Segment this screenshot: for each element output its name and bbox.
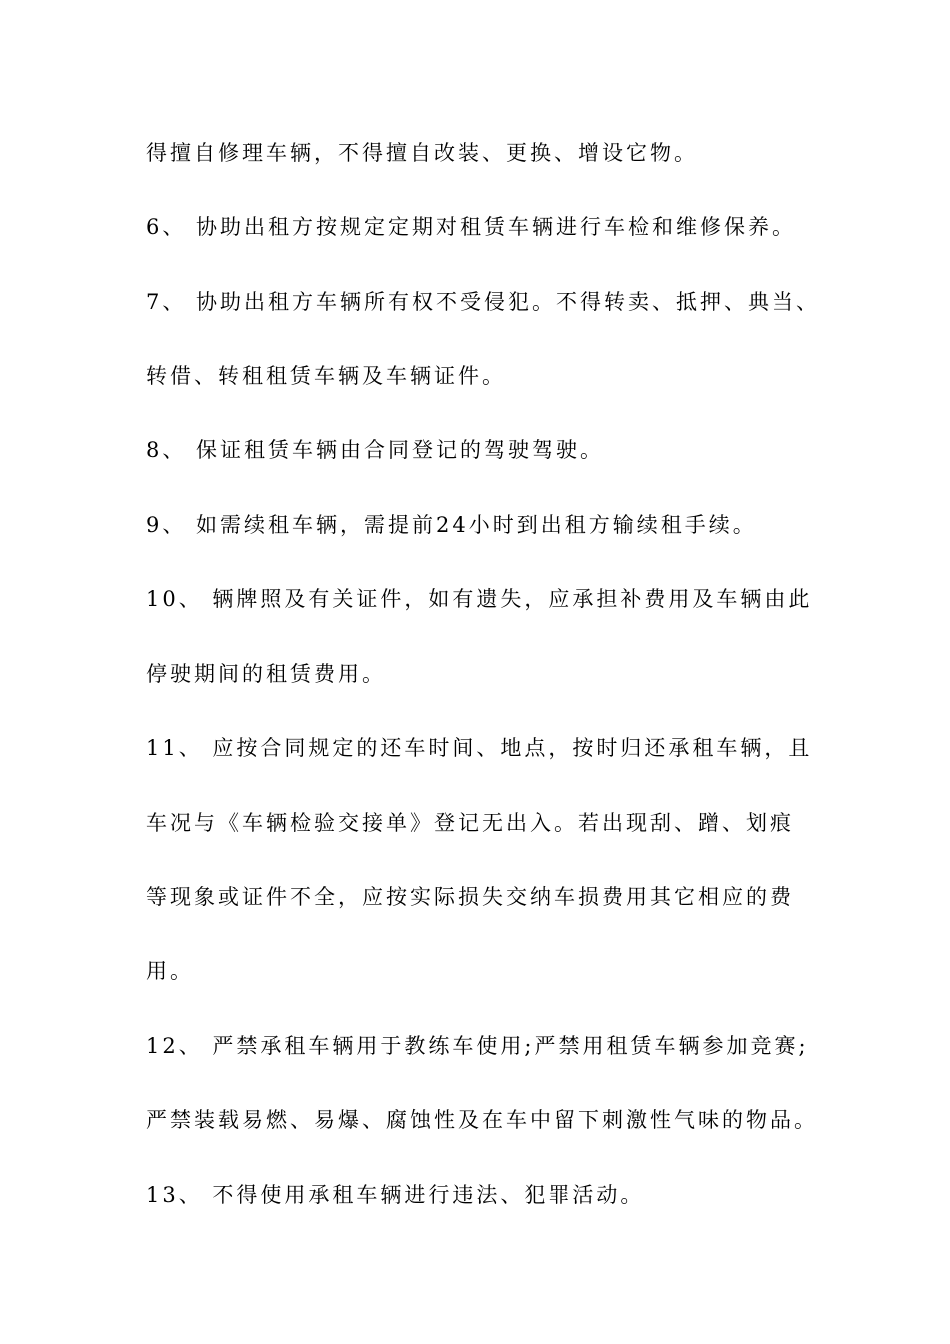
text-line: 12、 严禁承租车辆用于教练车使用;严禁用租赁车辆参加竞赛;	[146, 1034, 809, 1058]
text-line: 用。	[146, 959, 194, 983]
text-line: 停驶期间的租赁费用。	[146, 662, 386, 686]
text-line: 13、 不得使用承租车辆进行违法、犯罪活动。	[146, 1183, 645, 1207]
text-line: 9、 如需续租车辆，需提前24小时到出租方输续租手续。	[146, 513, 757, 537]
text-line: 转借、转租租赁车辆及车辆证件。	[146, 364, 506, 388]
text-line: 得擅自修理车辆，不得擅自改装、更换、增设它物。	[146, 141, 698, 165]
text-line: 严禁装载易燃、易爆、腐蚀性及在车中留下刺激性气味的物品。	[146, 1108, 818, 1132]
text-line: 7、 协助出租方车辆所有权不受侵犯。不得转卖、抵押、典当、	[146, 290, 821, 314]
text-line: 10、 辆牌照及有关证件，如有遗失，应承担补费用及车辆由此	[146, 587, 813, 611]
text-line: 11、 应按合同规定的还车时间、地点，按时归还承租车辆，且	[146, 736, 813, 760]
text-line: 8、 保证租赁车辆由合同登记的驾驶驾驶。	[146, 438, 605, 462]
text-line: 6、 协助出租方按规定定期对租赁车辆进行车检和维修保养。	[146, 215, 797, 239]
text-line: 车况与《车辆检验交接单》登记无出入。若出现刮、蹭、划痕	[146, 811, 794, 835]
text-line: 等现象或证件不全，应按实际损失交纳车损费用其它相应的费	[146, 885, 794, 909]
